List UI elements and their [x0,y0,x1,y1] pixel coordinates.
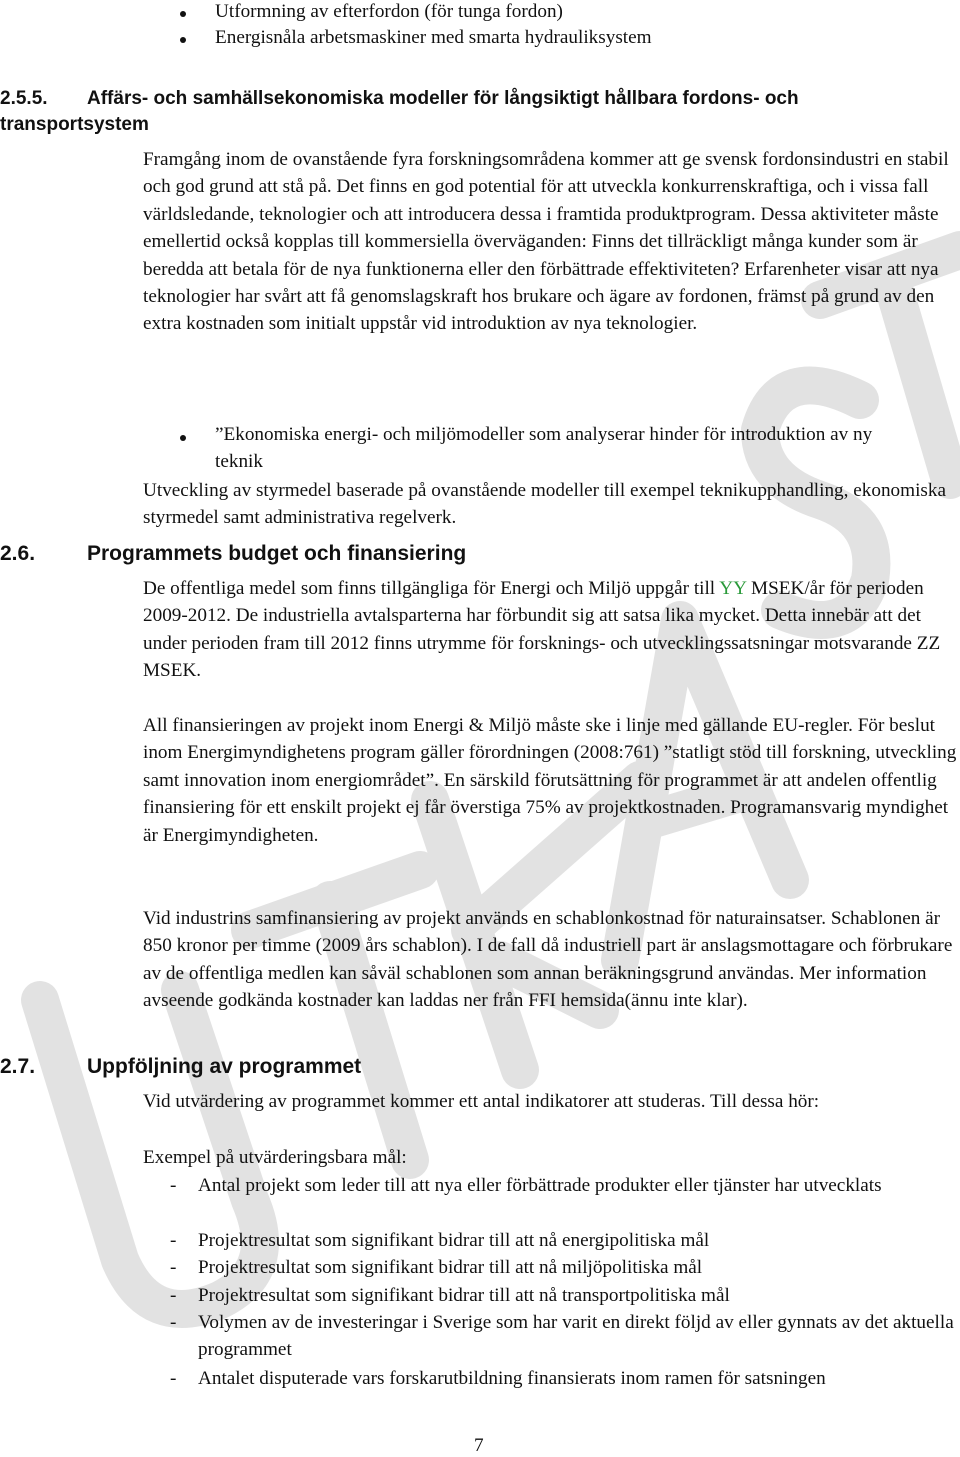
section-number: 2.6. [0,542,36,565]
section-number: 2.7. [0,1055,36,1078]
section-title: Programmets budget och finansiering [87,542,467,565]
list-item: Volymen av de investeringar i Sverige som har varit en direkt följd av eller gynnats av det aktuella programmet [198,1312,954,1361]
bullet-item: Energisnåla arbetsmaskiner med smarta hydrauliksystem [215,27,652,48]
list-item: Projektresultat som signifikant bidrar till att nå energipolitiska mål [198,1230,710,1251]
section-title: Affärs- och samhällsekonomiska modeller för långsiktigt hållbara fordons- och [87,88,799,109]
body-paragraph: Framgång inom de ovanstående fyra forskningsområdena kommer att ge svensk fordonsindustri en stabil och god grund att stå på. Det finns en god potential för att utveckla konkurrenskraftiga, och i vissa fall världsledande, teknologier och att introducera dessa i framtida produktprogram. Dessa aktiviteter måste emellertid också kopplas till kommersiella överväganden: Finns det tillräckligt många kunder som är beredda att betala för de nya funktionerna eller den förbättrade effektiviteten? Erfarenheter visar att nya teknologier har svårt att få genomslagskraft hos brukare och ägare av fordonen, främst på grund av den extra kostnaden som initialt uppstår vid introduktion av nya teknologier. [143,149,949,335]
bullet-dot [180,11,186,17]
bullet-dot [180,37,186,43]
dash-marker: - [170,1368,177,1389]
section-title-continued: transportsystem [0,114,149,135]
bullet-item: Utformning av efterfordon (för tunga fordon) [215,1,563,22]
list-item: Antal projekt som leder till att nya eller förbättrade produkter eller tjänster har utvecklats [198,1175,882,1196]
text-run: De offentliga medel som finns tillgängliga för Energi och Miljö uppgår till [143,578,720,599]
body-paragraph: Vid industrins samfinansiering av projekt används en schablonkostnad för naturainsatser. Schablonen är 850 kronor per timme (2009 års schablon). I de fall då industriell part är anslagsmottagare och förbrukare av de offentliga medlen kan såväl schablonen som annan beräkningsgrund användas. Mer information avseende godkända kostnader kan laddas ner från FFI hemsida(ännu inte klar). [143,908,953,1012]
section-title: Uppföljning av programmet [87,1055,362,1078]
list-item: Projektresultat som signifikant bidrar till att nå transportpolitiska mål [198,1285,730,1306]
list-item: Projektresultat som signifikant bidrar till att nå miljöpolitiska mål [198,1257,703,1278]
bullet-dot [180,435,186,441]
highlighted-placeholder: YY [719,578,747,599]
body-paragraph [143,575,958,685]
body-paragraph: All finansieringen av projekt inom Energi & Miljö måste ske i linje med gällande EU-regler. För beslut inom Energimyndighetens program gäller förordningen (2008:761) ”statligt stöd till forskning, utveckling samt innovation inom energiområdet”. En särskild förutsättning för programmet är att andelen offentlig finansiering för ett enskilt projekt ej får överstiga 75% av projektkostnaden. Programansvarig myndighet är Energimyndigheten. [143,715,957,846]
body-paragraph: Utveckling av styrmedel baserade på ovanstående modeller till exempel teknikupphandling, ekonomiska styrmedel samt administrativa regelverk. [143,480,946,529]
dash-marker: - [170,1285,177,1306]
page-number: 7 [474,1435,484,1456]
body-paragraph: Exempel på utvärderingsbara mål: [143,1147,407,1168]
dash-marker: - [170,1257,177,1278]
dash-marker: - [170,1312,177,1333]
bullet-item: ”Ekonomiska energi- och miljömodeller som analyserar hinder för introduktion av ny teknik [215,424,873,473]
dash-marker: - [170,1230,177,1251]
dash-marker: - [170,1175,177,1196]
text-run: MSEK/år för perioden 2009-2012. De industriella avtalsparterna har förbundit sig att satsa lika mycket. Detta innebär att det under perioden fram till 2012 finns utrymme för forsknings- och utvecklingssatsningar motsvarande ZZ MSEK. [143,578,941,682]
list-item: Antalet disputerade vars forskarutbildning finansierats inom ramen för satsningen [198,1368,826,1389]
section-number: 2.5.5. [0,88,48,109]
body-paragraph: Vid utvärdering av programmet kommer ett antal indikatorer att studeras. Till dessa hör: [143,1091,820,1112]
